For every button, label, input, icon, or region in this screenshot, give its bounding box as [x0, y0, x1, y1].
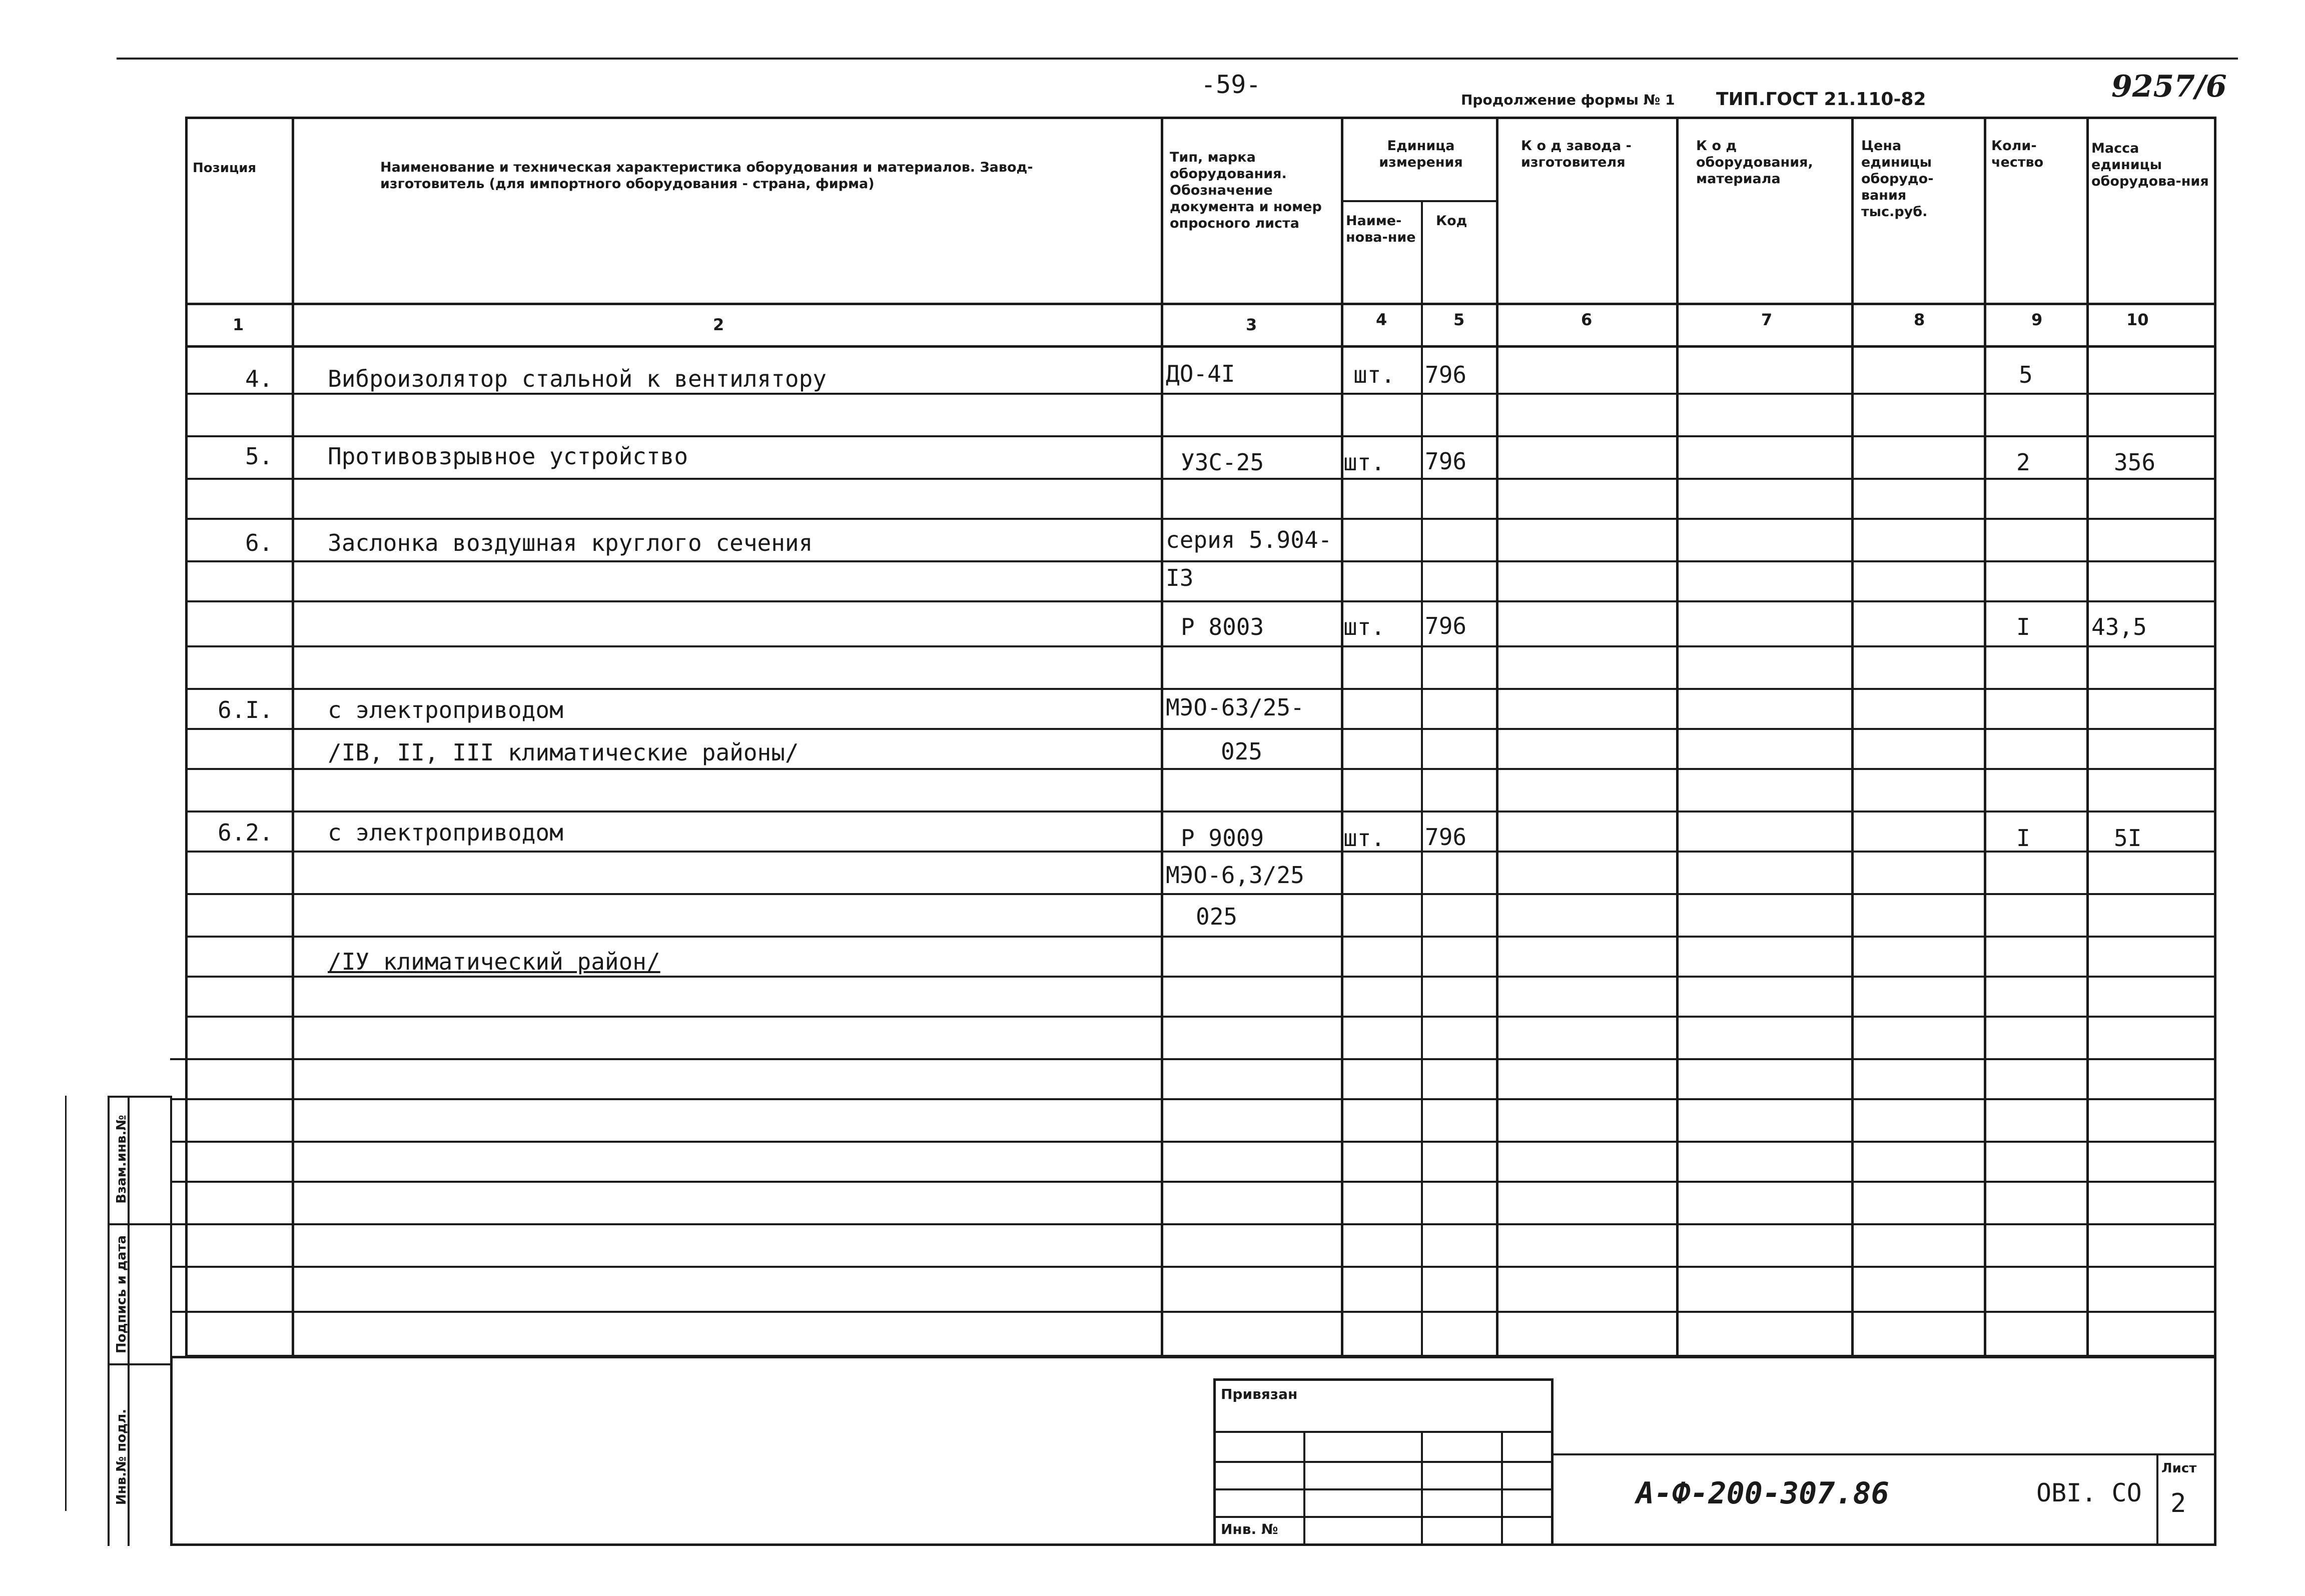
header-mass: Масса единицы оборудова-ния	[2091, 141, 2209, 189]
row7-pos: 6.2.	[218, 819, 273, 846]
row3-name: Заслонка воздушная круглого сечения	[328, 529, 813, 556]
row2-unit: шт.	[1343, 449, 1385, 476]
row7-code: 796	[1425, 824, 1467, 851]
header-type: Тип, марка оборудования. Обозначение документа и номер опросного листа	[1170, 150, 1322, 231]
col-num-10: 10	[2126, 310, 2149, 329]
row3-pos: 6.	[245, 529, 273, 556]
row5-type: МЭО-63/25-	[1166, 694, 1304, 721]
row7-mass: 5I	[2114, 825, 2142, 852]
row2-pos: 5.	[245, 443, 273, 470]
stamp-privyazan: Привязан	[1221, 1386, 1298, 1402]
header-plant-code: К о д завода - изготовителя	[1521, 138, 1632, 170]
row5-name: с электроприводом	[328, 696, 563, 723]
row6-name: /IВ, II, III климатические районы/	[328, 739, 799, 766]
row2-mass: 356	[2114, 449, 2156, 476]
stamp-list-label: Лист	[2161, 1461, 2197, 1476]
row7-name: с электроприводом	[328, 819, 563, 846]
title-block	[170, 1357, 2216, 1546]
header-position: Позиция	[193, 161, 257, 176]
header-unit-name: Наиме-нова-ние	[1346, 213, 1416, 245]
col-num-3: 3	[1246, 315, 1257, 334]
col-num-9: 9	[2031, 310, 2043, 329]
row10-name: /IУ климатический район/	[328, 948, 660, 975]
row4-type: Р 8003	[1181, 613, 1264, 640]
row9-type: 025	[1196, 903, 1238, 930]
side-label-vzam: Взам.инв.№	[114, 1115, 129, 1204]
row6-type: 025	[1221, 738, 1263, 765]
col-num-4: 4	[1376, 310, 1387, 329]
col-num-6: 6	[1581, 310, 1593, 329]
row4-mass: 43,5	[2091, 613, 2147, 640]
row2-name: Противовзрывное устройство	[328, 443, 688, 470]
row8-type: МЭО-6,3/25	[1166, 862, 1304, 889]
col-num-7: 7	[1761, 310, 1773, 329]
page-number: -59-	[1201, 70, 1261, 99]
row2-code: 796	[1425, 448, 1467, 475]
row3-type2: I3	[1166, 564, 1194, 591]
header-price: Цена единицы оборудо-вания тыс.руб.	[1861, 138, 1934, 220]
row7-unit: шт.	[1343, 825, 1385, 852]
header-material-code: К о д оборудования, материала	[1696, 138, 1813, 187]
header-unit-code: Код	[1436, 213, 1467, 229]
row3-type: серия 5.904-	[1166, 526, 1332, 553]
row2-qty: 2	[2016, 449, 2030, 476]
col-num-8: 8	[1914, 310, 1925, 329]
col-num-1: 1	[233, 315, 244, 334]
row1-qty: 5	[2019, 361, 2033, 388]
col-num-5: 5	[1453, 310, 1465, 329]
row1-type: ДО-4I	[1166, 360, 1235, 387]
sheet-code: 9257/6	[2111, 69, 2227, 104]
form-caption: Продолжение формы № 1	[1461, 92, 1675, 108]
stamp-sheet-label: ОВI. СО	[2036, 1478, 2142, 1507]
row4-unit: шт.	[1343, 613, 1385, 640]
gost-ref: ТИП.ГОСТ 21.110-82	[1716, 89, 1926, 110]
row1-code: 796	[1425, 361, 1467, 388]
row5-pos: 6.I.	[218, 696, 273, 723]
stamp-inv-no: Инв. №	[1221, 1521, 1278, 1537]
header-name: Наименование и техническая характеристика оборудования и материалов. Завод-изготовитель (для импортного оборудования - страна, фирма)	[380, 160, 1033, 192]
side-label-inv: Инв.№ подл.	[114, 1408, 129, 1505]
stamp-doc-code: А-Ф-200-307.86	[1636, 1476, 1889, 1511]
header-unit: Единица измерения	[1379, 138, 1463, 170]
row1-name: Виброизолятор стальной к вентилятору	[328, 365, 827, 392]
row7-type: Р 9009	[1181, 825, 1264, 852]
header-qty: Коли-чество	[1991, 138, 2044, 170]
row4-qty: I	[2016, 613, 2030, 640]
row4-code: 796	[1425, 612, 1467, 639]
side-label-podpis: Подпись и дата	[114, 1235, 129, 1354]
stamp-list-number: 2	[2170, 1488, 2186, 1518]
row1-pos: 4.	[245, 365, 273, 392]
top-border	[117, 58, 2238, 60]
row1-unit: шт.	[1353, 361, 1395, 388]
col-num-2: 2	[713, 315, 724, 334]
row2-type: УЗС-25	[1181, 449, 1264, 476]
row7-qty: I	[2016, 825, 2030, 852]
